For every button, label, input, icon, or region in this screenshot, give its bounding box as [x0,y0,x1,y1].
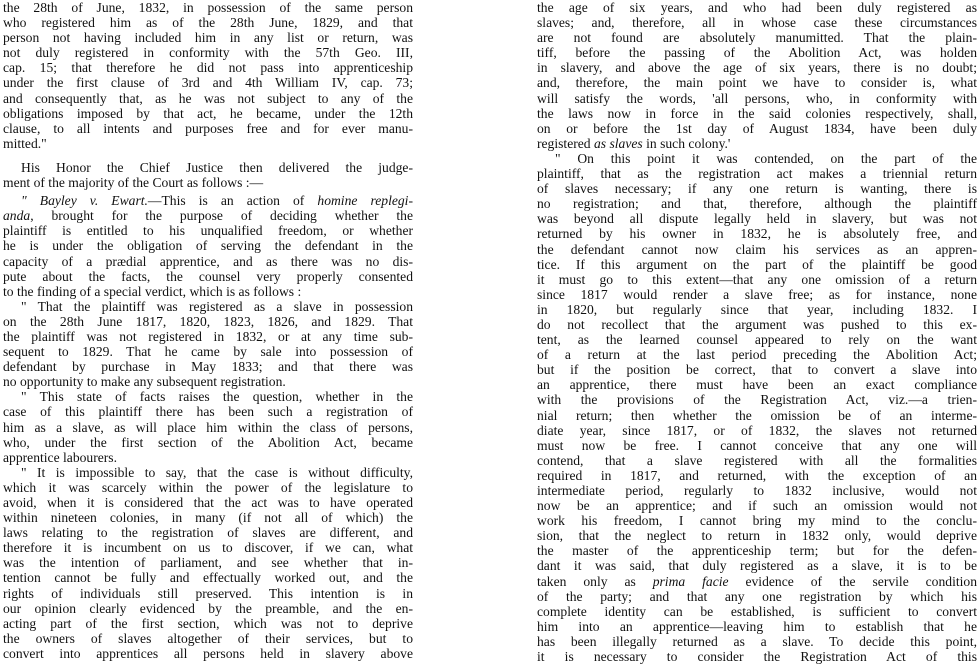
text-line: the master of the apprenticeship term; but for the defen- [537,543,977,559]
text-line: of a return at the last period preceding the Abolition Act; [537,347,977,363]
text-line: capacity of a prædial apprentice, and as there was no dis- [3,253,413,269]
text-line: an apprentice, there must have been an exact compliance [537,377,977,393]
text-line: case of this plaintiff there has been such a registration of [3,404,413,420]
text-line: with the provisions of the Registration Act, viz.—a trien- [537,392,977,408]
text-line: pute about the facts, the counsel very properly consented [3,268,413,284]
paragraph-contention [537,151,977,664]
text-line: diate year, since 1817, or of 1832, the slaves not returned [537,422,977,438]
text-line: in 1820, but regularly since that year, including 1832. I [537,301,977,317]
text-line: who registered him as of the 28th June, 1829, and that [3,15,413,31]
text-line: and consequently that, as he was not subject to any of the [3,90,413,106]
text-line: within nineteen colonies, in many (if not all of which) the [3,510,413,526]
registered-as-slaves-line: registered as slaves in such colony.' [537,135,731,151]
text-line: do not recollect that the argument was pushed to this ex- [537,316,977,332]
text-line: are not found are absolutely manumitted. That the plain- [537,30,977,46]
text-line: sion, that the neglect to return in 1832 only, would deprive [537,528,977,544]
text-line: work his freedom, I cannot bring my mind to the conclu- [537,513,977,529]
text-line: mitted." [3,135,47,151]
text-line: who, under the first section of the Abolition Act, became [3,434,413,450]
text-line: and, therefore, the main point we have to consider is, what [537,75,977,91]
text-line: complete identity can be established, is sufficient to convert [537,603,977,619]
text-line: him as a slave, as will place him within the class of persons, [3,419,413,435]
text-line: it is necessary to consider the Registration Act of this [537,649,977,664]
text-line: acting part of the first section, which was not to deprive [3,615,413,631]
text-line: the plaintiff was not registered in 1832, or at any time sub- [3,328,413,344]
text-line: has been illegally returned as a slave. To decide this point, [537,633,977,649]
text-line: no registration; and that, therefore, although the plaintiff [537,196,977,212]
text-line: clause, to all intents and purposes free and for ever manu- [3,120,413,136]
paragraph-manumitted [537,0,977,136]
text-line: " That the plaintiff was registered as a slave in possession [21,298,413,314]
text-line: on or before the 1st day of August 1834, have been duly [537,120,977,136]
text-line: but if the position be correct, that to convert a slave into [537,362,977,378]
text-line: under the first clause of 3rd and 4th William IV, cap. 73; [3,75,413,91]
text-line: on the 28th June 1817, 1820, 1823, 1826, and 1829. That [3,313,413,329]
text-line: intermediate period, regularly to 1832 inclusive, would not [537,483,977,498]
case-name: " Bayley v. Ewart. [21,193,148,209]
text-line: nial return; then whether the omission be of an interme- [537,407,977,423]
text-line: plaintiff, that as the registration act makes a triennial return [537,166,977,182]
text-line: cap. 15; that therefore he did not pass into apprenticeship [3,60,413,76]
text-line: of slaves necessary; if any one return is wanting, there is [537,181,977,197]
text-line: slaves; and, therefore, all in whose case these circumstances [537,15,977,31]
text-line: which it was scarcely within the power of the legislature to [3,479,413,495]
right-column [537,0,977,664]
text-line: the defendant cannot now claim his services as an appren- [537,241,977,257]
text-line: " This state of facts raises the question, whether in the [21,389,413,405]
paragraph-special-verdict [3,299,413,390]
text-line: therefore it is incumbent on us to discover, if we can, what [3,540,413,556]
left-column [3,0,413,661]
text-line: tiff, before the passing of the Abolition Act, was holden [537,45,977,61]
text-line: convert into apprentices all persons held in slavery above [3,645,413,661]
text-line: laws relating to the registration of slaves are different, and [3,525,413,541]
text-line: our opinion clearly evidenced by the preamble, and the en- [3,600,413,616]
text-line: in slavery, and above the age of six years, there is no doubt; [537,60,977,76]
text-line: tice. If this argument on the part of the plaintiff be good [537,256,977,272]
paragraph-case-title: " Bayley v. Ewart.—This is an action of homine replegi- anda, brought for the purpose of deciding whether the plaintiff is entitled to his unqualified freedom, or whether he is under the obligation of serving the defendant in the capacity of a prædial apprentice, and as there was no dis- pute about the facts, the counsel very properly consented to the finding of a special verdict, which is as follows : [3,193,413,299]
text-line: tent, as the learned counsel appeared to rely on the want [537,332,977,348]
text-line: no opportunity to make any subsequent registration. [3,374,286,390]
text-line: plaintiff is entitled to his unqualified freedom, or whether [3,223,413,239]
paragraph-question [3,389,413,464]
text-line: ment of the majority of the Court as follows :— [3,175,264,191]
text-line: person not having included him in any list or return, was [3,30,413,46]
text-line: apprentice labourers. [3,449,117,465]
text-line: dant it was said, that duly registered as a slave, it is to be [537,558,977,574]
text-line: the owners of slaves altogether of their services, but to [3,630,413,646]
text-line: to the finding of a special verdict, which is as follows : [3,283,302,299]
text-line: " It is impossible to say, that the case is without difficulty, [21,464,413,480]
text-line: rights of individuals still preserved. This intention is in [3,585,413,601]
prima-facie-line: taken only as prima facie evidence of the servile condition [537,573,978,589]
text-line: the laws now in force in the said colonies respectively, shall, [537,105,977,121]
text-line: him into an apprentice—leaving him to establish that he [537,618,977,634]
text-line: it must go to this extent—that any one omission of a return [537,271,977,287]
text-line: will satisfy the words, 'all persons, who, in conformity with [537,90,977,106]
text-line: sequent to 1829. That he came by sale into possession of [3,344,413,360]
paragraph-verdict-end [3,0,413,151]
text-line: defendant by purchase in May 1833; and that there was [3,359,413,375]
text-line: returned by his owner in 1832, he is absolutely free, and [537,226,977,242]
text-line: not duly registered in conformity with the 57th Geo. III, [3,45,413,61]
text-line: now be an apprentice; and if such an omission would not [537,498,977,514]
text-line: he is under the obligation of serving the defendant in the [3,238,413,254]
text-line: " On this point it was contended, on the part of the [555,150,977,166]
text-line: obligations imposed by that act, he became, under the 12th [3,105,413,121]
text-line: must now be free. I cannot conceive that any one will [537,437,977,453]
text-line: required in 1817, and returned, with the exception of an [537,467,977,483]
paragraph-chief-justice [3,160,413,190]
text-line: of the party; and that any one registration by which his [537,588,977,604]
text-line: tention cannot be fully and effectually worked out, and the [3,570,413,586]
text-line: was the intention of parliament, and see whether that in- [3,555,413,571]
text-line: avoid, when it is considered that the act was to have operated [3,495,413,510]
text-line: was beyond all dispute legally held in slavery, but was not [537,211,977,227]
text-line: the age of six years, and who had been duly registered as [537,0,977,15]
text-line: the 28th of June, 1832, in possession of the same person [3,0,413,15]
text-line: contend, that a slave registered with all the formalities [537,452,977,468]
text-line: since 1817 would render a slave free; as for instance, none [537,286,977,302]
text-line: His Honor the Chief Justice then delivered the judge- [21,159,413,175]
